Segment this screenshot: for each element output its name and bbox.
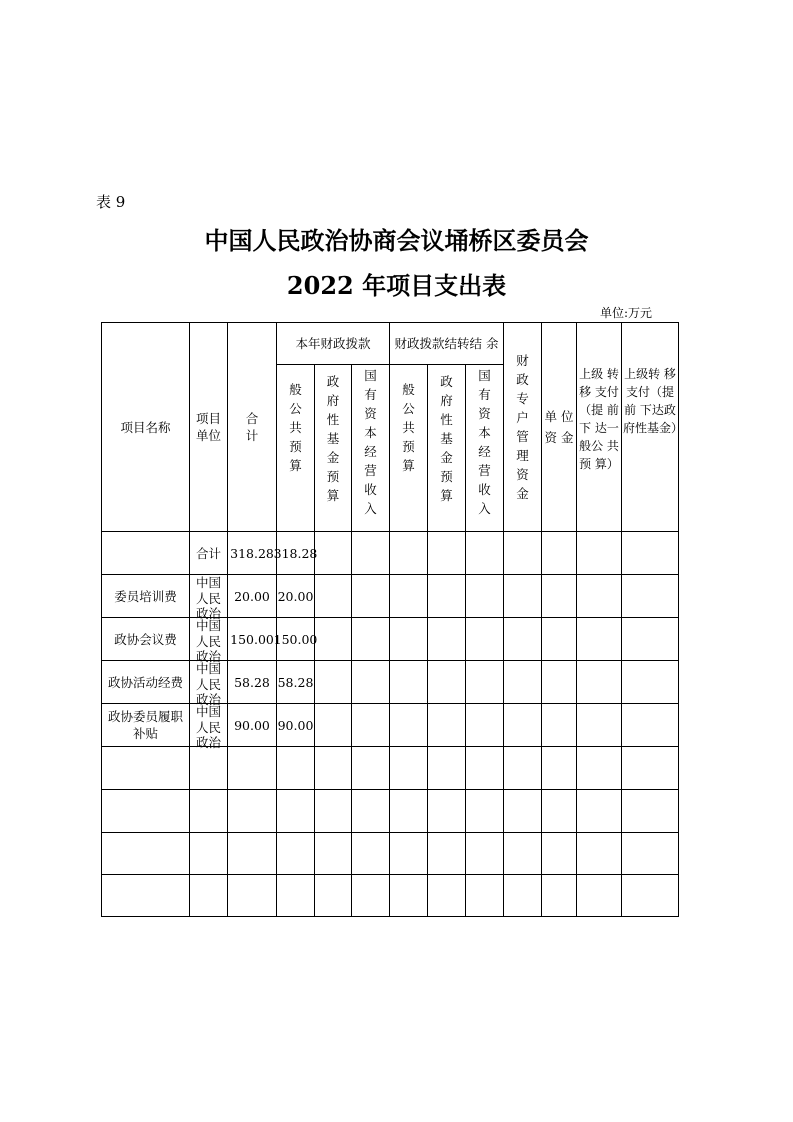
col-header-gov-fund: 政 府 性 基 金 预 算: [326, 374, 340, 503]
col-header-state-capital-2: 国 有 资 本 经 营 收 入: [478, 368, 491, 516]
row-1-unit: 中国人民政治: [195, 575, 221, 621]
row-4-general: 90.00: [277, 717, 314, 733]
row-2-general: 150.00: [273, 631, 318, 647]
col-header-superior-general: 上级 转移 支付（提 前下 达一般公 共预 算）: [579, 367, 619, 471]
unit-label: 单位:万元: [600, 306, 653, 320]
row-4-name: 政协委员履职补贴: [107, 709, 183, 741]
col-header-special-account: 财 政 专 户 管 理 资 金: [516, 353, 529, 501]
col-header-superior-fund: 上级转 移支付（提前 下达政 府性基金）: [623, 367, 684, 435]
col-header-current-year: 本年财政拨款: [295, 336, 371, 351]
row-1-general: 20.00: [277, 588, 314, 604]
col-header-project-name: 项目名称: [120, 419, 171, 435]
row-1-total: 20.00: [234, 588, 270, 604]
row-0-general: 318.28: [273, 545, 318, 561]
row-2-name: 政协会议费: [114, 631, 177, 647]
row-3-unit: 中国人民政治: [195, 661, 221, 707]
row-4-unit: 中国人民政治: [195, 704, 221, 750]
col-header-total: 合计: [245, 411, 259, 443]
row-4-total: 90.00: [234, 717, 270, 733]
row-0-name: [102, 532, 189, 574]
page-subtitle: 2022 年项目支出表: [286, 271, 507, 300]
col-header-general-budget: 般 公 共 预 算: [289, 382, 302, 473]
row-3-name: 政协活动经费: [107, 674, 183, 690]
table-label: 表 9: [96, 193, 126, 211]
row-2-unit: 中国人民政治: [195, 618, 221, 664]
col-header-project-unit: 项目单位: [195, 411, 221, 443]
row-3-general: 58.28: [277, 674, 314, 690]
row-0-unit: 合计: [195, 545, 221, 561]
col-header-carryover: 财政拨款结转结 余: [394, 336, 499, 351]
col-header-state-capital: 国 有 资 本 经 营 收 入: [364, 368, 377, 516]
row-0-total: 318.28: [230, 545, 274, 561]
col-header-general-budget-2: 般 公 共 预 算: [402, 382, 415, 473]
col-header-gov-fund-2: 政 府 性 基 金 预 算: [440, 374, 453, 503]
col-header-unit-fund: 单 位资 金: [544, 409, 574, 445]
row-2-total: 150.00: [230, 631, 274, 647]
page-title: 中国人民政治协商会议埇桥区委员会: [204, 226, 589, 255]
row-3-total: 58.28: [234, 674, 270, 690]
row-1-name: 委员培训费: [114, 588, 177, 604]
